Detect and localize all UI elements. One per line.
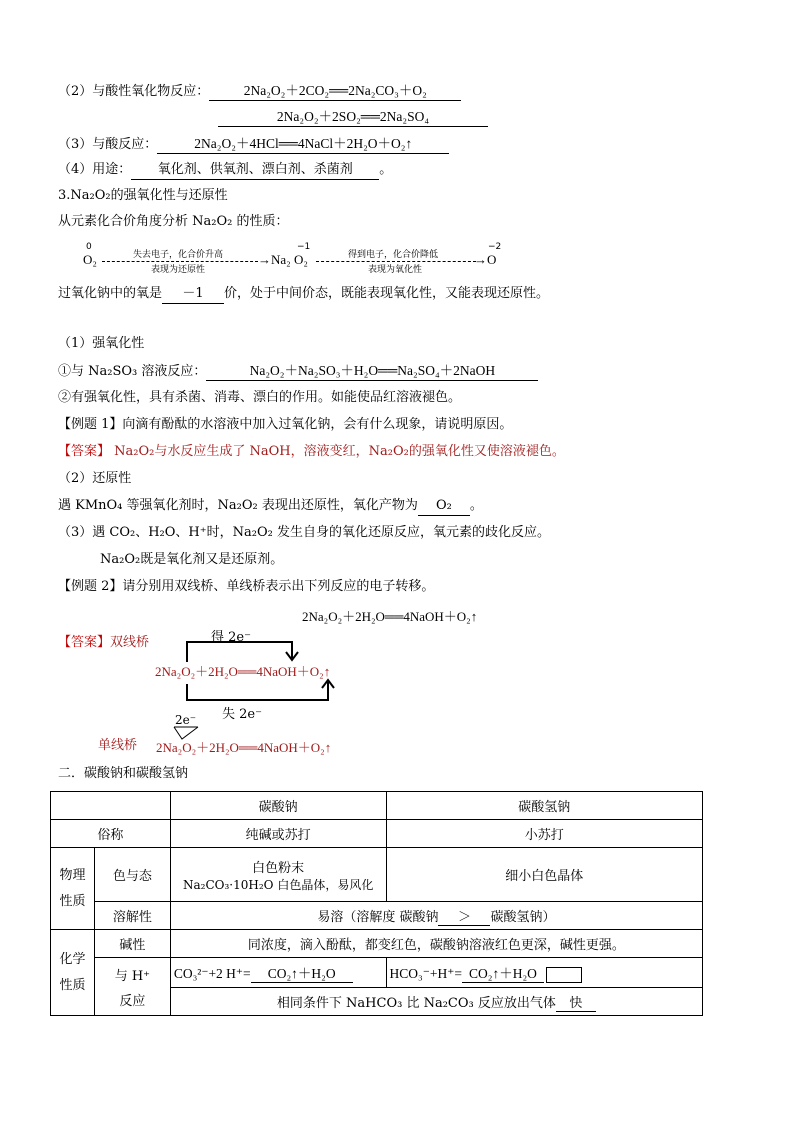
row-acid-c2 [386, 958, 702, 988]
section-2-title: 二．碳酸钠和碳酸氢钠 [58, 766, 189, 781]
eq-so2: 2Na₂O₂＋2SO₂══2Na₂SO₄ [218, 108, 488, 127]
arrow2-top: 得到电子，化合价降低 [348, 250, 439, 260]
na2so3-label: ①与 Na₂SO₃ 溶液反应： [58, 364, 207, 379]
row-alkaline-value: 同浓度，滴入酚酞，都变红色，碳酸钠溶液红色更深，碱性更强。 [170, 930, 702, 958]
arrow1-top: 失去电子，化合价升高 [133, 250, 224, 260]
acid-label-b: 反应 [119, 993, 146, 1009]
usage-end: 。 [379, 162, 393, 177]
example-2 [58, 578, 434, 596]
o-end: →O [474, 252, 497, 267]
acid-c1-pre: CO₃²⁻+2 H⁺= [173, 966, 251, 981]
analysis-text: 从元素化合价角度分析 Na₂O₂ 的性质： [58, 214, 289, 229]
acid-c1-fill: CO₂↑＋H₂O [251, 962, 353, 983]
header-na2co3: 碳酸钠 [170, 792, 386, 820]
bleach-text: ②有强氧化性，具有杀菌、消毒、漂白的作用。如能使品红溶液褪色。 [58, 390, 462, 405]
acid-label-a: 与 H⁺ [114, 968, 151, 984]
eq-co2: 2Na₂O₂＋2CO₂══2Na₂CO₃＋O₂ [209, 82, 461, 101]
acid-c2-pre: HCO₃⁻+H⁺= [389, 966, 462, 981]
eq-na2so3: Na₂O₂＋Na₂SO₃＋H₂O══Na₂SO₄＋2NaOH [206, 362, 538, 381]
val-minus1: −1 [297, 242, 311, 252]
arrow1-bot: 表现为还原性 [151, 265, 206, 275]
row-common-name-c1: 纯碱或苏打 [170, 820, 386, 848]
solubility-fill: ＞ [438, 906, 490, 926]
row-acid-c1 [170, 958, 386, 988]
example-2-text: 请分别用双线桥、单线桥表示出下列反应的电子转移。 [122, 579, 435, 594]
row-solubility-value [170, 902, 702, 930]
row-solubility-label: 溶解性 [94, 902, 170, 930]
row-rate-value [170, 988, 702, 1016]
answer-1-text: Na₂O₂与水反应生成了 NaOH，溶液变红，Na₂O₂的强氧化性又使溶液褪色。 [110, 444, 565, 459]
eq-hcl: 2Na₂O₂＋4HCl══4NaCl＋2H₂O＋O₂↑ [157, 135, 449, 154]
kmno4-pre: 遇 KMnO₄ 等强氧化剂时，Na₂O₂ 表现出还原性，氧化产物为 [58, 498, 418, 513]
acid-c2-fill: CO₂↑＋H₂O [462, 962, 544, 983]
kmno4-line [58, 497, 483, 516]
header-empty [51, 792, 171, 820]
usage-line [58, 161, 392, 180]
valence-line [58, 285, 549, 304]
answer-1 [58, 443, 565, 461]
solubility-post: 碳酸氢钠） [490, 909, 556, 925]
val-minus2: −2 [488, 242, 502, 252]
row-common-name-label: 俗称 [51, 820, 171, 848]
usage-fill: 氧化剂、供氧剂、漂白剂、杀菌剂 [131, 161, 379, 180]
usage-label: （4）用途： [58, 162, 132, 177]
example-1 [58, 416, 512, 434]
kmno4-post: 。 [469, 498, 483, 513]
acid-label: （3）与酸反应： [58, 137, 158, 152]
valence-fill: －1 [162, 285, 224, 304]
single-bridge-label: 单线桥 [98, 738, 138, 753]
answer-2-label: 【答案】 [58, 635, 111, 650]
arrow2-bot: 表现为氧化性 [368, 265, 423, 275]
both-agent-text: Na₂O₂既是氧化剂又是还原剂。 [100, 552, 284, 567]
kmno4-fill: O₂ [418, 497, 470, 516]
disproportion-text: （3）遇 CO₂、H₂O、H⁺时，Na₂O₂ 发生自身的氧化还原反应，氧元素的歧化反应。 [58, 525, 550, 540]
acidic-oxide-label: （2）与酸性氧化物反应： [58, 84, 210, 99]
appearance-c1a: 白色粉末 [252, 860, 305, 876]
lose-label: 失 2e⁻ [222, 707, 262, 722]
double-bridge-label: 双线桥 [110, 635, 150, 650]
header-nahco3: 碳酸氢钠 [386, 792, 702, 820]
na2so3-line [58, 362, 538, 381]
row-appearance-c1 [170, 848, 386, 902]
single-bridge-eq: 2Na₂O₂＋2H₂O══4NaOH＋O₂↑ [156, 740, 332, 755]
reducibility-title: （2）还原性 [58, 471, 132, 486]
row-common-name-c2: 小苏打 [386, 820, 702, 848]
acid-line [58, 135, 449, 154]
group-physical: 物理性质 [51, 848, 95, 930]
answer-1-label: 【答案】 [58, 444, 111, 459]
example-2-eq: 2Na₂O₂＋2H₂O══4NaOH＋O₂↑ [302, 609, 478, 624]
valence-pre: 过氧化钠中的氧是 [58, 286, 163, 301]
rate-fill: 快 [556, 992, 596, 1012]
solubility-pre: 易溶（溶解度 碳酸钠 [317, 909, 439, 925]
answer-2-label-row [58, 634, 149, 652]
valence-post: 价，处于中间价态，既能表现氧化性，又能表现还原性。 [224, 286, 550, 301]
example-2-label: 【例题 2】 [58, 579, 123, 594]
section-3-heading: 3.Na₂O₂的强氧化性与还原性 [58, 188, 228, 203]
val-0: 0 [86, 242, 92, 252]
answer-2-eq: 2Na₂O₂＋2H₂O══4NaOH＋O₂↑ [155, 664, 331, 679]
row-appearance-c2: 细小白色晶体 [386, 848, 702, 902]
group-chemical: 化学性质 [51, 930, 95, 1016]
row-alkaline-label: 碱性 [94, 930, 170, 958]
appearance-c1b: Na₂CO₃·10H₂O 白色晶体，易风化 [183, 877, 374, 892]
row-acid-label [94, 958, 170, 1016]
rate-pre: 相同条件下 NaHCO₃ 比 Na₂CO₃ 反应放出气体 [276, 995, 556, 1011]
na2o2-mid: →Na₂ O₂ [258, 252, 308, 267]
single-e-label: 2e⁻ [175, 713, 197, 727]
row-appearance-label: 色与态 [94, 848, 170, 902]
comparison-table [50, 791, 703, 1016]
so2-line [218, 108, 488, 127]
example-1-label: 【例题 1】 [58, 417, 123, 432]
answer-box [546, 967, 582, 983]
acidic-oxide-line [58, 82, 461, 101]
example-1-text: 向滴有酚酞的水溶液中加入过氧化钠，会有什么现象，请说明原因。 [122, 417, 513, 432]
o2-start: O₂ [83, 252, 97, 267]
strong-oxidation-title: （1）强氧化性 [58, 336, 145, 351]
gain-label: 得 2e⁻ [211, 630, 251, 645]
